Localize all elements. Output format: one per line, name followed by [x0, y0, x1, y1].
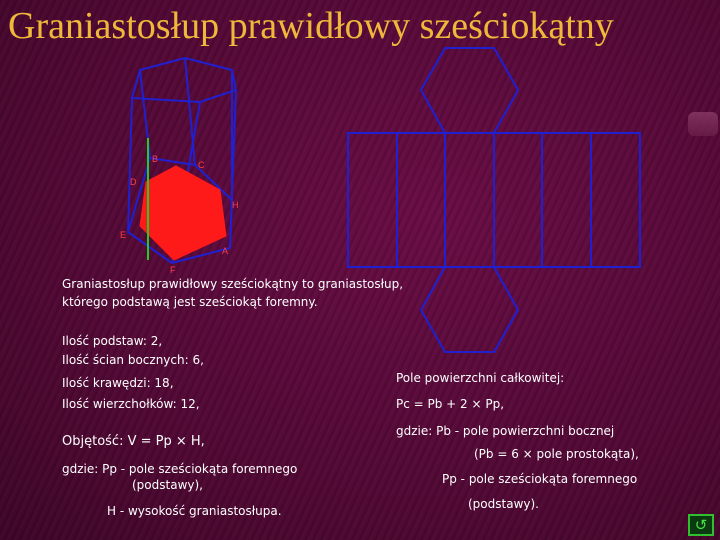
vertex-label-a: A: [222, 246, 229, 256]
area-pb-formula: (Pb = 6 × pole prostokąta),: [474, 447, 639, 461]
prism-edge: [185, 58, 195, 165]
definition-line-1: Graniastosłup prawidłowy sześciokątny to graniastosłup,: [62, 277, 404, 291]
page-title: Graniastosłup prawidłowy sześciokątny: [8, 5, 614, 47]
vertex-label-b: B: [152, 154, 159, 164]
net-top-hexagon: [421, 48, 518, 133]
area-pp-definition-cont: (podstawy).: [468, 497, 539, 511]
prism-net: [348, 48, 640, 352]
base-hexagon-fill: [140, 166, 229, 260]
property-side-faces: Ilość ścian bocznych: 6,: [62, 353, 204, 367]
property-bases: Ilość podstaw: 2,: [62, 334, 163, 348]
area-pb-definition: gdzie: Pb - pole powierzchni bocznej: [396, 424, 615, 438]
net-bottom-hexagon: [421, 267, 518, 352]
prism-edge: [128, 98, 132, 232]
definition-line-2: którego podstawą jest sześciokąt foremny.: [62, 295, 318, 309]
property-edges: Ilość krawędzi: 18,: [62, 376, 174, 390]
property-vertices: Ilość wierzchołków: 12,: [62, 397, 200, 411]
area-label: Pole powierzchni całkowitej:: [396, 371, 565, 385]
vertex-label-h: H: [232, 200, 239, 210]
vertex-label-e: E: [120, 230, 127, 240]
volume-pp-definition-cont: (podstawy),: [132, 478, 203, 492]
volume-pp-definition: gdzie: Pp - pole sześciokąta foremnego: [62, 462, 298, 476]
volume-formula: Objętość: V = Pp × H,: [62, 434, 205, 449]
prism-top-base: [132, 58, 236, 102]
decorative-shape: [688, 112, 718, 136]
return-arrow-icon: ↺: [694, 516, 708, 534]
area-pp-definition: Pp - pole sześciokąta foremnego: [442, 472, 638, 486]
vertex-label-f: F: [170, 265, 176, 275]
return-button[interactable]: [688, 514, 714, 536]
vertex-label-d: D: [130, 177, 137, 187]
area-formula: Pc = Pb + 2 × Pp,: [396, 397, 505, 411]
volume-h-definition: H - wysokość graniastosłupa.: [107, 504, 282, 518]
vertex-label-c: C: [198, 160, 205, 170]
